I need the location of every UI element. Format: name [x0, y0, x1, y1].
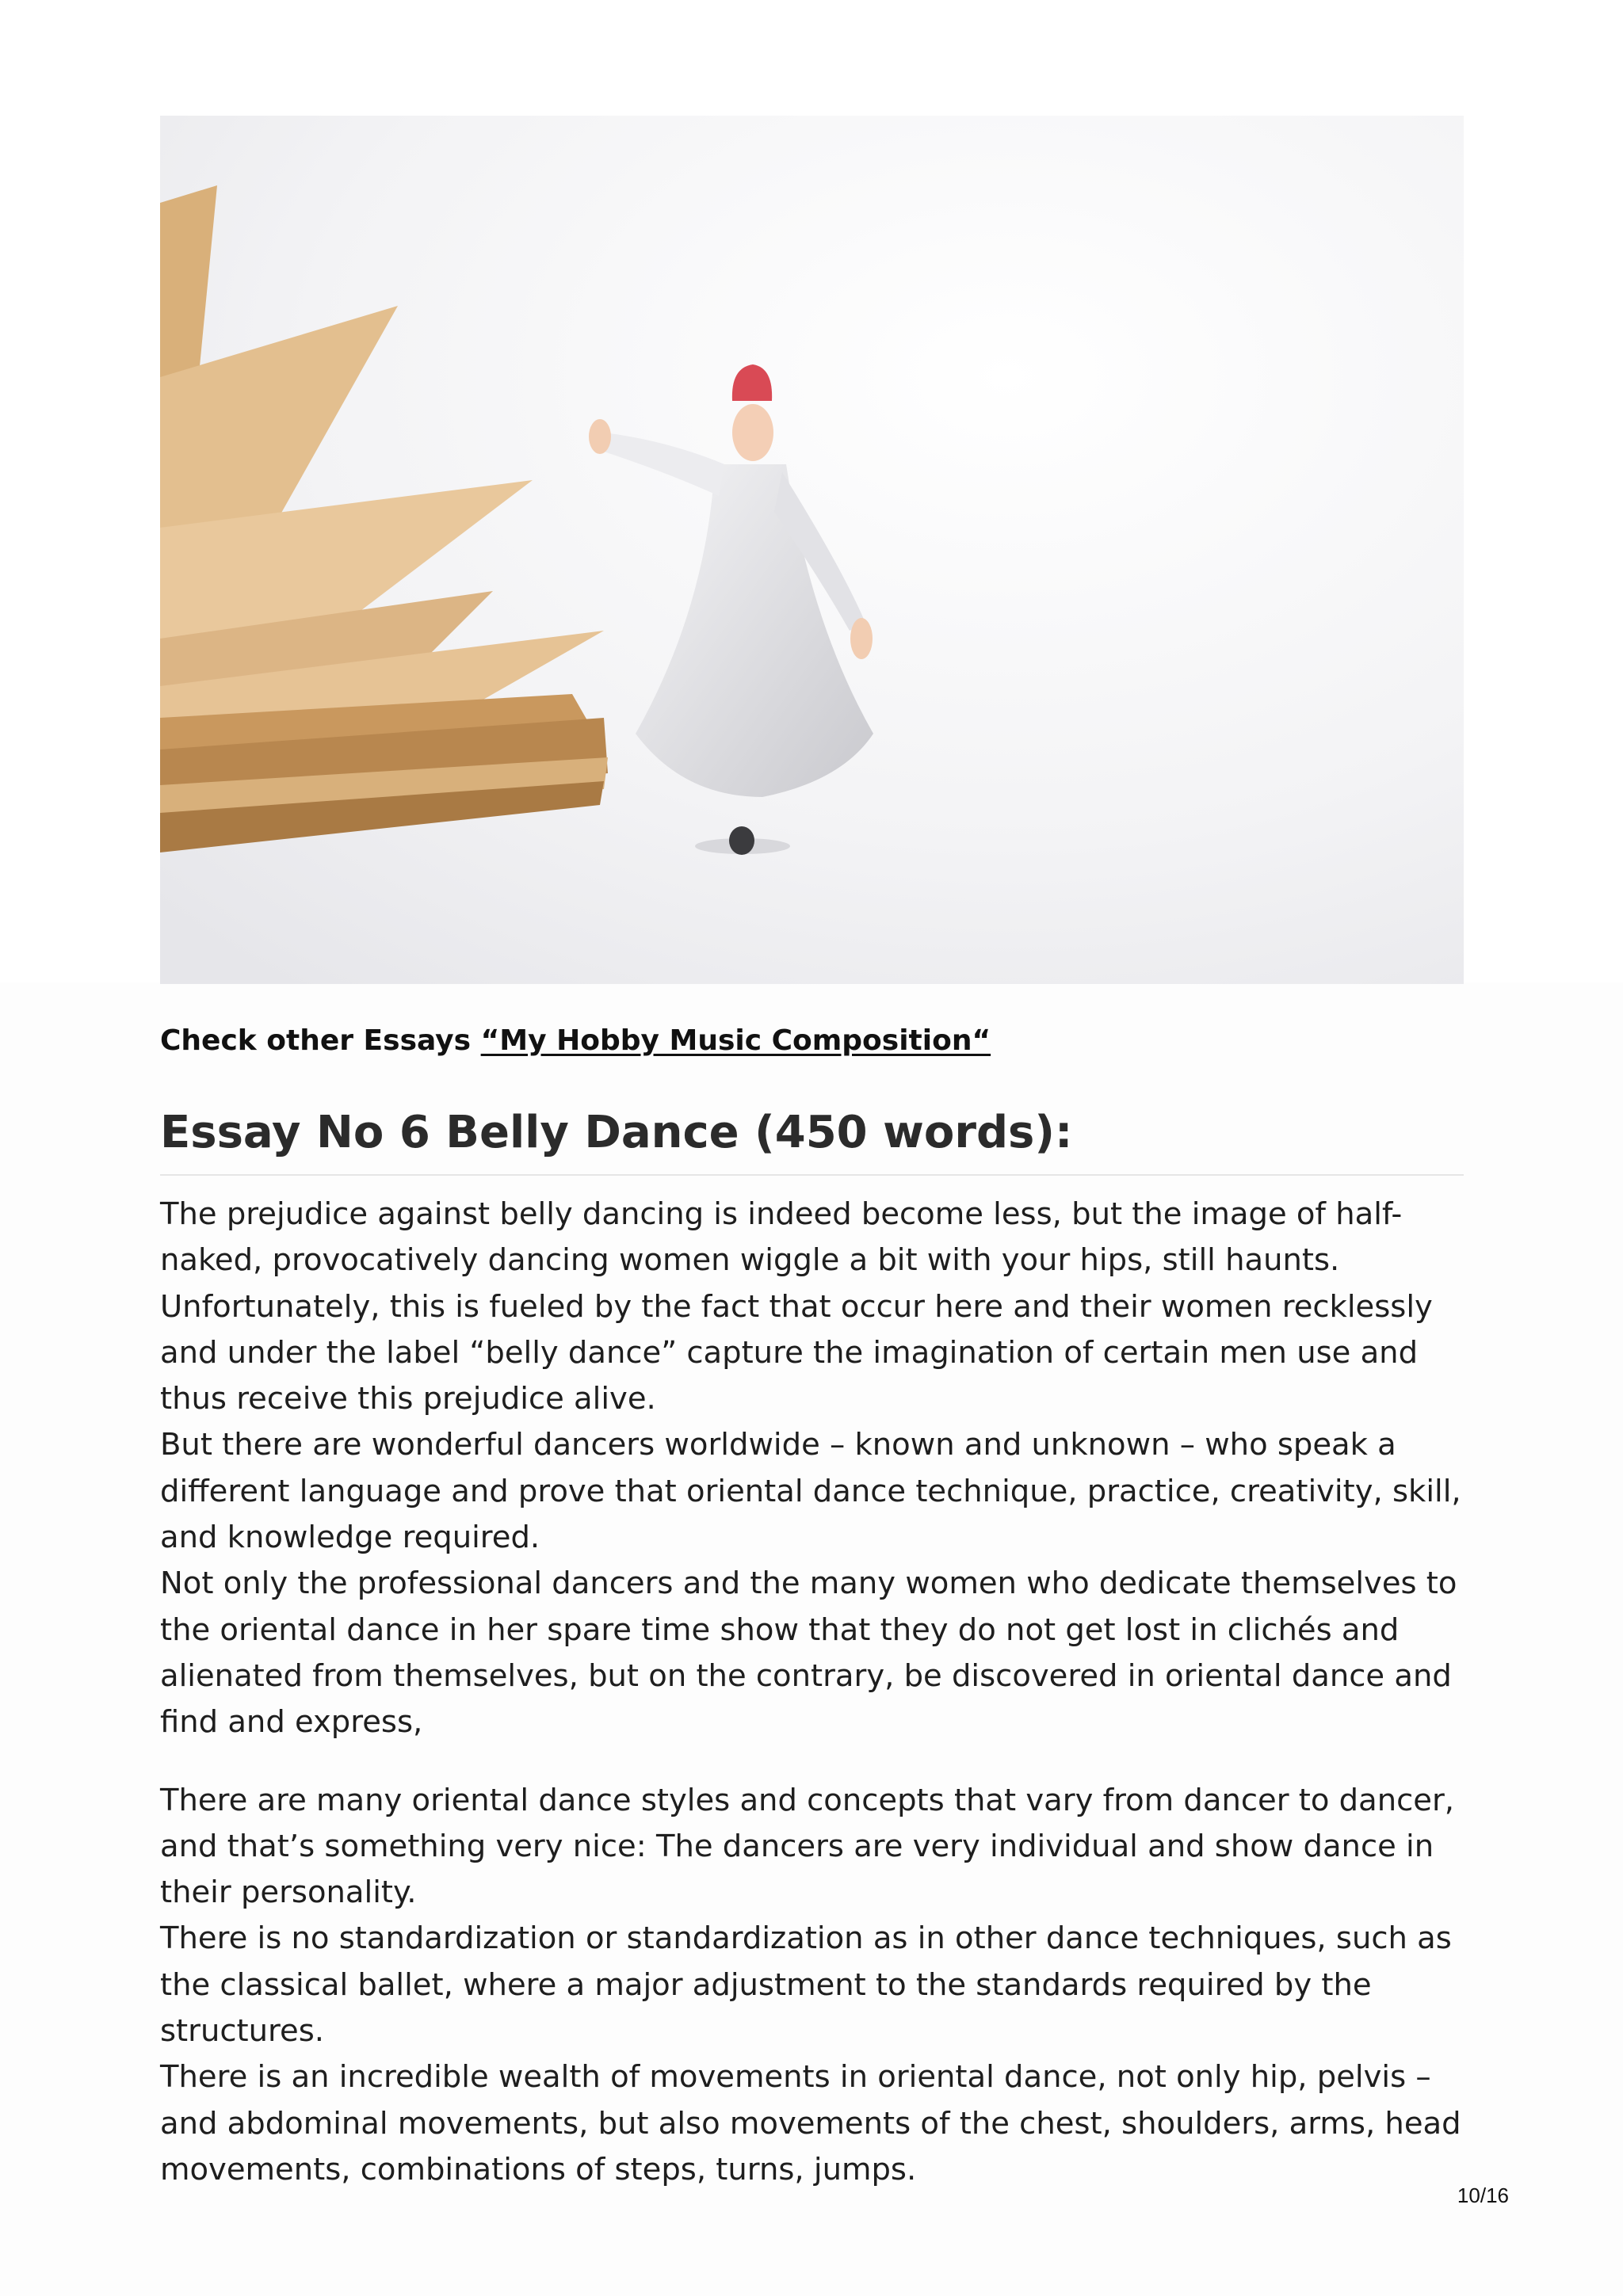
my-hobby-music-composition-link[interactable]: “My Hobby Music Composition“: [480, 1024, 991, 1057]
essay-paragraph: Not only the professional dancers and the many women who dedicate themselves to the oriental dance in her spare time show that they do not get lost in clichés and alienated from themselves, but on the contrary, be discovered in oriental dance and find and express,: [160, 1566, 1457, 1741]
essay-body-block-1: [160, 1192, 1464, 1746]
essay-body-block-2: [160, 1778, 1464, 2194]
essay-paragraph: The prejudice against belly dancing is indeed become less, but the image of half-naked, provocatively dancing women wiggle a bit with your hips, still haunts.: [160, 1196, 1403, 1279]
page-number: 10/16: [1457, 2183, 1509, 2207]
hero-image: [160, 116, 1464, 984]
essay-paragraph: But there are wonderful dancers worldwide – known and unknown – who speak a different language and prove that oriental dance technique, practice, creativity, skill, and knowledge required.: [160, 1427, 1461, 1556]
essay-paragraph: There is no standardization or standardization as in other dance techniques, such as the classical ballet, where a major adjustment to the standards required by the structures.: [160, 1920, 1452, 2050]
essay-paragraph: There are many oriental dance styles and concepts that vary from dancer to dancer, and that’s something very nice: The dancers are very individual and show dance in their personality.: [160, 1782, 1455, 1911]
document-content: [160, 116, 1464, 2193]
check-other-essays: [160, 1020, 1464, 1062]
essay-heading: Essay No 6 Belly Dance (450 words):: [160, 1101, 1464, 1176]
essay-paragraph: There is an incredible wealth of movements in oriental dance, not only hip, pelvis – and abdominal movements, but also movements of the chest, shoulders, arms, head movements, combinations of steps, turns, jumps.: [160, 2059, 1461, 2187]
essay-paragraph: Unfortunately, this is fueled by the fact that occur here and their women recklessly and under the label “belly dance” capture the imagination of certain men use and thus receive this prejudice alive.: [160, 1288, 1433, 1417]
check-other-label: Check other Essays: [160, 1024, 481, 1057]
